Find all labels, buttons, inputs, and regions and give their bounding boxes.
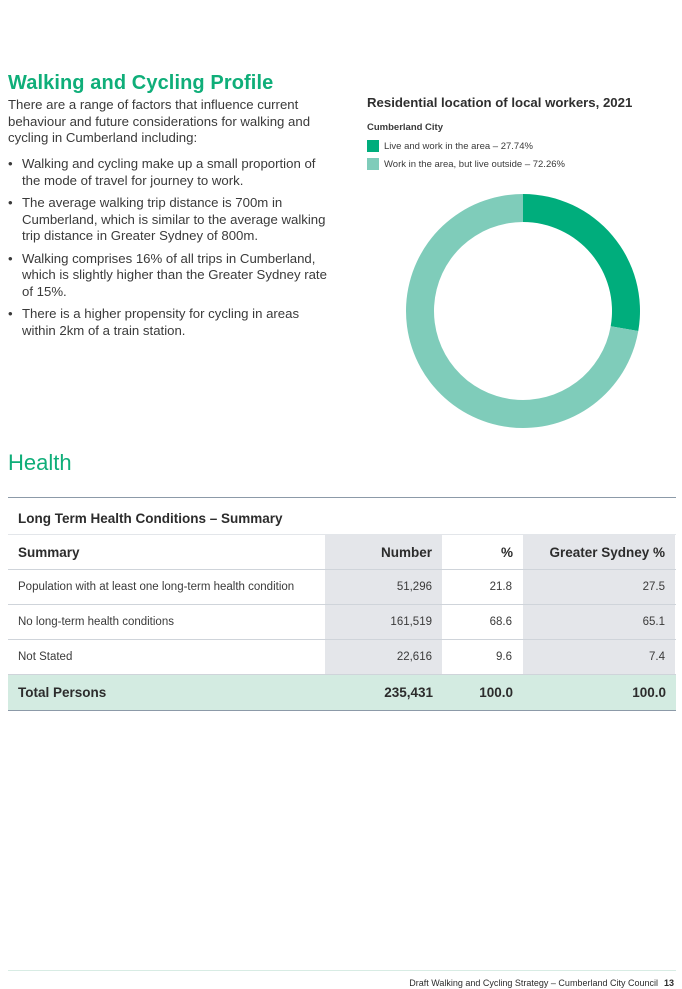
health-title: Health (8, 450, 72, 475)
footer-text: Draft Walking and Cycling Strategy – Cumberland City Council (409, 978, 658, 988)
row-label: No long-term health conditions (8, 605, 325, 639)
total-label: Total Persons (18, 685, 107, 700)
legend-swatch (367, 158, 379, 170)
donut-chart (405, 193, 641, 429)
bullet-item: • Walking and cycling make up a small proportion of the mode of travel for journey to work. (8, 156, 333, 189)
chart-subtitle: Cumberland City (367, 122, 444, 133)
bullet-item: • Walking comprises 16% of all trips in Cumberland, which is slightly higher than the Greater Sydney rate of 15%. (8, 251, 333, 301)
footer-divider (8, 970, 676, 971)
row-percent: 21.8 (443, 570, 523, 604)
bullet-list (8, 156, 333, 345)
total-greater-sydney: 100.0 (632, 685, 666, 700)
row-number: 22,616 (325, 640, 443, 674)
table-row (8, 640, 676, 675)
page-footer (409, 978, 674, 988)
page-number: 13 (663, 978, 674, 988)
row-label: Not Stated (8, 640, 325, 674)
chart-legend (367, 138, 667, 174)
column-header-number: Number (325, 535, 443, 569)
column-header-percent: % (500, 544, 513, 560)
health-table (8, 497, 676, 711)
row-percent: 68.6 (443, 605, 523, 639)
intro-paragraph: There are a range of factors that influence current behaviour and future considerations for walking and cycling in Cumberland including: (8, 97, 311, 145)
bullet-item: • There is a higher propensity for cycling in areas within 2km of a train station. (8, 306, 333, 339)
legend-label: Work in the area, but live outside – 72.26% (384, 158, 565, 170)
row-greater-sydney: 27.5 (523, 570, 676, 604)
column-header-greater-sydney: Greater Sydney % (523, 535, 676, 569)
section-title: Walking and Cycling Profile (8, 72, 274, 94)
table-header-row (8, 535, 676, 570)
row-percent: 9.6 (443, 640, 523, 674)
donut-slice-0 (523, 194, 640, 331)
bullet-item: • The average walking trip distance is 700m in Cumberland, which is similar to the average walking trip distance in Greater Sydney of 800m. (8, 195, 333, 245)
table-title: Long Term Health Conditions – Summary (8, 498, 676, 535)
total-percent: 100.0 (479, 685, 513, 700)
legend-item (367, 138, 667, 154)
table-row (8, 605, 676, 640)
row-greater-sydney: 65.1 (523, 605, 676, 639)
table-total-row (8, 675, 676, 711)
legend-swatch (367, 140, 379, 152)
row-number: 51,296 (325, 570, 443, 604)
row-number: 161,519 (325, 605, 443, 639)
column-header-summary: Summary (18, 544, 80, 560)
chart-title: Residential location of local workers, 2021 (367, 95, 633, 110)
total-number: 235,431 (384, 685, 433, 700)
legend-label: Live and work in the area – 27.74% (384, 140, 533, 152)
row-label: Population with at least one long-term health condition (8, 570, 325, 604)
table-row (8, 570, 676, 605)
legend-item (367, 156, 667, 172)
row-greater-sydney: 7.4 (523, 640, 676, 674)
